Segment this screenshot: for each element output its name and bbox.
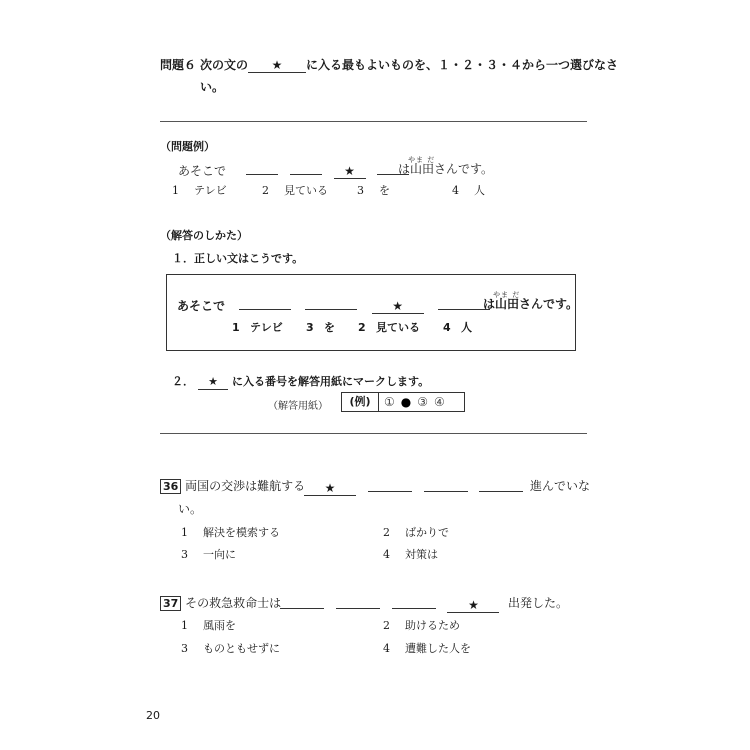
star-icon: ★ bbox=[324, 481, 336, 495]
example-sentence bbox=[178, 160, 409, 179]
q36-option-2[interactable]: 2 ばかりで bbox=[383, 526, 449, 539]
q36-blank-2 bbox=[368, 477, 412, 492]
mark-2-filled-icon: ● bbox=[400, 395, 412, 409]
q36-option-1[interactable]: 1 解決を模索する bbox=[181, 526, 280, 539]
q36-blank-4 bbox=[479, 477, 523, 492]
instruction-line-2: い。 bbox=[200, 80, 225, 94]
example-ruby: やま だ bbox=[408, 156, 436, 164]
star-blank bbox=[248, 58, 306, 73]
example-sentence-end: は山田さんです。 bbox=[398, 162, 494, 176]
answer-sheet-marks bbox=[384, 393, 445, 411]
question-37-sentence-end: 出発した。 bbox=[508, 596, 569, 610]
example-heading: （問題例） bbox=[160, 140, 215, 153]
page-number: 20 bbox=[146, 709, 160, 722]
box-sentence-start: あそこで bbox=[177, 299, 226, 313]
box-blank-1 bbox=[239, 295, 291, 310]
mark-3-icon: ③ bbox=[417, 395, 429, 409]
answer-sheet-box bbox=[341, 392, 465, 412]
star-icon: ★ bbox=[271, 58, 283, 72]
q37-blank-3 bbox=[392, 594, 436, 609]
q37-blank-2 bbox=[336, 594, 380, 609]
question-36-sentence-start: 両国の交渉は難航する bbox=[185, 479, 306, 493]
star-icon: ★ bbox=[344, 164, 355, 178]
example-option-4: 4 人 bbox=[452, 184, 485, 197]
example-blank-2 bbox=[290, 160, 322, 175]
q36-option-4[interactable]: 4 対策は bbox=[383, 548, 438, 561]
box-sentence bbox=[177, 295, 490, 314]
problem-label: 問題６ bbox=[160, 58, 197, 72]
question-37 bbox=[160, 594, 281, 611]
box-answer-1: 1 テレビ bbox=[232, 321, 283, 334]
q36-blank-3 bbox=[424, 477, 468, 492]
question-36-blanks bbox=[304, 477, 523, 496]
example-option-2: 2 見ている bbox=[262, 184, 328, 197]
divider-middle bbox=[160, 433, 587, 434]
box-ruby: やま だ bbox=[493, 291, 521, 299]
example-blank-3 bbox=[334, 164, 366, 179]
how-to-heading: （解答のしかた） bbox=[160, 229, 248, 242]
example-option-1: 1 テレビ bbox=[172, 184, 227, 197]
mark-1-icon: ① bbox=[384, 395, 395, 409]
q37-blank-4 bbox=[447, 598, 499, 613]
star-icon: ★ bbox=[392, 299, 403, 313]
question-37-blanks bbox=[280, 594, 499, 613]
divider-top bbox=[160, 121, 587, 122]
step-2-text: に入る番号を解答用紙にマークします。 bbox=[232, 375, 430, 388]
step-2-star-blank bbox=[198, 375, 228, 390]
example-blank-1 bbox=[246, 160, 278, 175]
box-answer-2: 3 を bbox=[306, 321, 335, 334]
mark-4-icon: ④ bbox=[434, 395, 445, 409]
q37-option-1[interactable]: 1 風雨を bbox=[181, 619, 236, 632]
example-option-3: 3 を bbox=[357, 184, 390, 197]
q36-option-3[interactable]: 3 一向に bbox=[181, 548, 236, 561]
box-blank-4 bbox=[438, 295, 490, 310]
box-blank-2 bbox=[305, 295, 357, 310]
q37-option-3[interactable]: 3 ものともせずに bbox=[181, 642, 280, 655]
question-36-sentence-line-2: い。 bbox=[178, 502, 203, 516]
question-37-sentence-start: その救急救命士は bbox=[185, 596, 282, 610]
q37-blank-1 bbox=[280, 594, 324, 609]
box-answer-3: 2 見ている bbox=[358, 321, 420, 334]
how-to-step-1: １．正しい文はこうです。 bbox=[172, 252, 304, 265]
how-to-step-2 bbox=[172, 373, 429, 390]
step-2-number: ２． bbox=[172, 375, 194, 388]
question-number-36: 36 bbox=[160, 479, 181, 494]
instruction-before: 次の文の bbox=[200, 58, 249, 72]
answer-sheet-label: （解答用紙） bbox=[268, 401, 328, 412]
q37-option-2[interactable]: 2 助けるため bbox=[383, 619, 460, 632]
box-sentence-end: は山田さんです。 bbox=[483, 297, 579, 311]
instruction-line-1 bbox=[200, 56, 618, 73]
question-36 bbox=[160, 477, 305, 494]
star-icon: ★ bbox=[468, 598, 479, 612]
box-answer-4: 4 人 bbox=[443, 321, 472, 334]
instruction-after: に入る最もよいものを、１・２・３・４から一つ選びなさ bbox=[306, 58, 619, 72]
question-36-sentence-end: 進んでいな bbox=[530, 479, 591, 493]
example-sentence-start: あそこで bbox=[178, 164, 227, 178]
q36-blank-1 bbox=[304, 481, 356, 496]
star-icon: ★ bbox=[208, 375, 218, 388]
q37-option-4[interactable]: 4 遭難した人を bbox=[383, 642, 471, 655]
answer-sheet-example-label: (例) bbox=[342, 393, 379, 411]
box-blank-3 bbox=[372, 299, 424, 314]
question-number-37: 37 bbox=[160, 596, 181, 611]
